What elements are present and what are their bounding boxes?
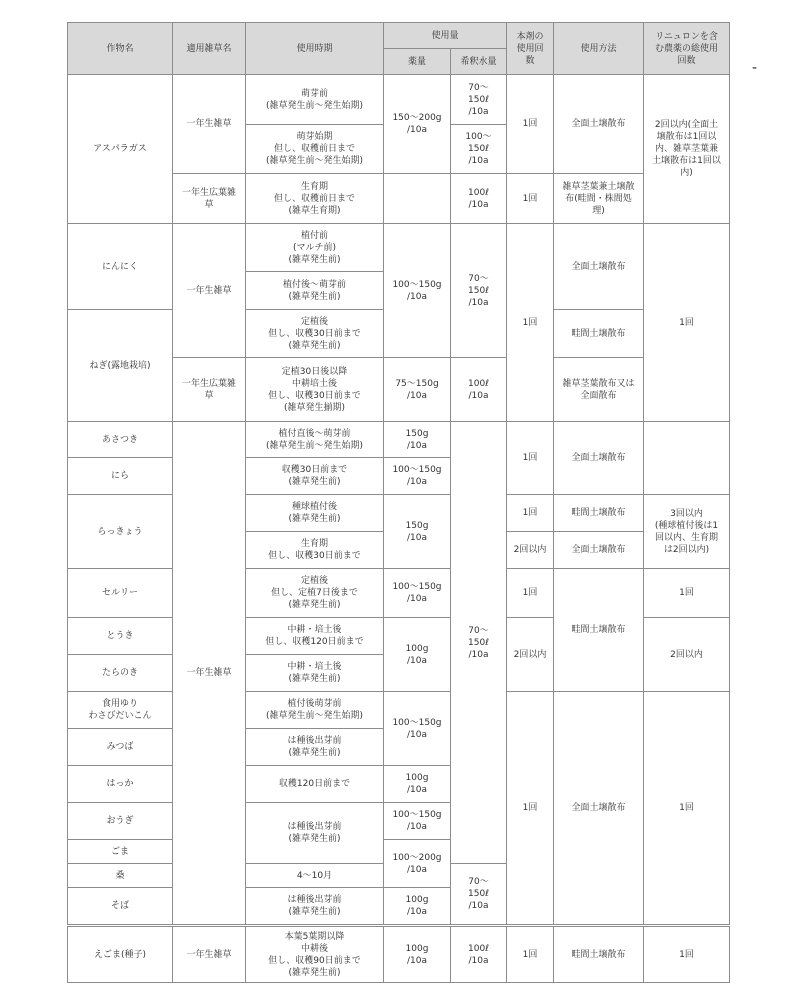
total-cell: 2回以内: [644, 618, 730, 692]
crop-kuwa: 桑: [68, 864, 173, 888]
timing-cell: 収穫30日前まで (雑草発生前): [246, 458, 384, 495]
timing-cell: 萌芽始期 但し、収穫前日まで (雑草発生前～発生始期): [246, 125, 384, 174]
timing-cell: は種後出芽前 (雑草発生前): [246, 888, 384, 925]
count-cell: 2回以内: [507, 618, 554, 692]
dilution-cell: 100ℓ /10a: [451, 927, 507, 983]
timing-cell: 植付前 (マルチ前) (雑草発生前): [246, 224, 384, 272]
chemical-cell: 100～150g /10a: [384, 224, 451, 358]
total-cell: 1回: [644, 927, 730, 983]
header-timing: 使用時期: [246, 23, 384, 75]
crop-asparagus: アスパラガス: [68, 75, 173, 224]
timing-cell: 中耕・培土後 (雑草発生前): [246, 655, 384, 692]
timing-cell: 植付後～萌芽前 (雑草発生前): [246, 272, 384, 310]
method-cell: 全面土壌散布: [554, 422, 644, 495]
method-cell: 全面土壌散布: [554, 224, 644, 310]
header-total: リニュロンを含 む農薬の総使用 回数: [644, 23, 730, 75]
header-method: 使用方法: [554, 23, 644, 75]
count-cell: 1回: [507, 692, 554, 925]
dilution-cell: 100ℓ /10a: [451, 174, 507, 224]
count-cell: 1回: [507, 75, 554, 174]
dilution-cell: 100ℓ /10a: [451, 358, 507, 422]
dilution-cell: 70～ 150ℓ /10a: [451, 224, 507, 358]
method-cell: 雑草茎葉散布又は 全面散布: [554, 358, 644, 422]
count-cell: 1回: [507, 495, 554, 532]
count-cell: 1回: [507, 174, 554, 224]
timing-cell: 収穫120日前まで: [246, 766, 384, 803]
crop-soba: そば: [68, 888, 173, 925]
crop-taranoki: たらのき: [68, 655, 173, 692]
chemical-cell: [384, 174, 451, 224]
method-cell: 全面土壌散布: [554, 692, 644, 925]
chemical-cell: 100g /10a: [384, 927, 451, 983]
chemical-cell: 150g /10a: [384, 495, 451, 569]
weed-cell: 一年生広葉雑 草: [173, 174, 246, 224]
timing-cell: 植付直後～萌芽前 (雑草発生前～発生始期): [246, 422, 384, 458]
timing-cell: 植付後萌芽前 (雑草発生前～発生始期): [246, 692, 384, 729]
crop-egoma: えごま(種子): [68, 927, 173, 983]
crop-ougi: おうぎ: [68, 803, 173, 840]
timing-cell: 定植後 但し、定植7日後まで (雑草発生前): [246, 569, 384, 618]
timing-cell: は種後出芽前 (雑草発生前): [246, 729, 384, 766]
count-cell: 1回: [507, 422, 554, 495]
method-cell: 畦間土壌散布: [554, 569, 644, 692]
crop-goma: ごま: [68, 840, 173, 864]
chemical-cell: 100～150g /10a: [384, 692, 451, 766]
weed-cell: 一年生雑草: [173, 422, 246, 925]
weed-cell: 一年生雑草: [173, 224, 246, 358]
method-cell: 雑草茎葉兼土壌散 布(畦間・株間処 理): [554, 174, 644, 224]
weed-cell: 一年生広葉雑 草: [173, 358, 246, 422]
crop-nira: にら: [68, 458, 173, 495]
timing-cell: 定植30日後以降 中耕培土後 但し、収穫30日前まで (雑草発生揃期): [246, 358, 384, 422]
crop-rakkyo: らっきょう: [68, 495, 173, 569]
total-cell: 1回: [644, 692, 730, 925]
crop-touki: とうき: [68, 618, 173, 655]
count-cell: 1回: [507, 569, 554, 618]
method-cell: 畦間土壌散布: [554, 927, 644, 983]
pesticide-usage-table: [67, 22, 730, 925]
crop-negi: ねぎ(露地栽培): [68, 310, 173, 422]
timing-cell: 中耕・培土後 但し、収穫120日前まで: [246, 618, 384, 655]
header-weed: 適用雑草名: [173, 23, 246, 75]
header-chemical: 薬量: [384, 49, 451, 75]
chemical-cell: 100～150g /10a: [384, 458, 451, 495]
crop-garlic: にんにく: [68, 224, 173, 310]
method-cell: 全面土壌散布: [554, 75, 644, 174]
total-cell: 3回以内 (種球植付後は1 回以内、生育期 は2回以内): [644, 495, 730, 569]
chemical-cell: 150g /10a: [384, 422, 451, 458]
method-cell: 全面土壌散布: [554, 532, 644, 569]
header-dilution: 希釈水量: [451, 49, 507, 75]
chemical-cell: 100～150g /10a: [384, 803, 451, 840]
header-amount: 使用量: [384, 23, 507, 49]
dilution-cell: 70～ 150ℓ /10a: [451, 864, 507, 925]
weed-cell: 一年生雑草: [173, 75, 246, 174]
timing-cell: 萌芽前 (雑草発生前～発生始期): [246, 75, 384, 125]
chemical-cell: 100g /10a: [384, 618, 451, 692]
crop-mitsuba: みつば: [68, 729, 173, 766]
count-cell: 1回: [507, 224, 554, 422]
crop-yuri: 食用ゆり わさびだいこん: [68, 692, 173, 729]
total-cell: 1回: [644, 224, 730, 422]
total-cell: 1回: [644, 569, 730, 618]
timing-cell: 定植後 但し、収穫30日前まで (雑草発生前): [246, 310, 384, 358]
timing-cell: は種後出芽前 (雑草発生前): [246, 803, 384, 864]
chemical-cell: 100g /10a: [384, 766, 451, 803]
total-cell: 2回以内(全面土 壌散布は1回以 内、雑草茎葉兼 土壌散布は1回以 内): [644, 75, 730, 224]
crop-hakka: はっか: [68, 766, 173, 803]
timing-cell: 生育期 但し、収穫前日まで (雑草生育期): [246, 174, 384, 224]
method-cell: 畦間土壌散布: [554, 495, 644, 532]
dilution-cell: 70～ 150ℓ /10a: [451, 75, 507, 125]
chemical-cell: 100g /10a: [384, 888, 451, 925]
header-count: 本剤の 使用回 数: [507, 23, 554, 75]
chemical-cell: 75～150g /10a: [384, 358, 451, 422]
side-mark: -: [752, 60, 758, 76]
timing-cell: 4～10月: [246, 864, 384, 888]
header-crop: 作物名: [68, 23, 173, 75]
timing-cell: 種球植付後 (雑草発生前): [246, 495, 384, 532]
chemical-cell: 100～200g /10a: [384, 840, 451, 888]
chemical-cell: 100～150g /10a: [384, 569, 451, 618]
total-cell: [644, 422, 730, 495]
count-cell: 2回以内: [507, 532, 554, 569]
chemical-cell: 150～200g /10a: [384, 75, 451, 174]
dilution-cell: 100～ 150ℓ /10a: [451, 125, 507, 174]
egoma-table: [67, 926, 730, 983]
weed-cell: 一年生雑草: [173, 927, 246, 983]
crop-celery: セルリー: [68, 569, 173, 618]
method-cell: 畦間土壌散布: [554, 310, 644, 358]
count-cell: 1回: [507, 927, 554, 983]
dilution-cell: 70～ 150ℓ /10a: [451, 422, 507, 864]
timing-cell: 本葉5葉期以降 中耕後 但し、収穫90日前まで (雑草発生前): [246, 927, 384, 983]
crop-satsuki: あさつき: [68, 422, 173, 458]
timing-cell: 生育期 但し、収穫30日前まで: [246, 532, 384, 569]
